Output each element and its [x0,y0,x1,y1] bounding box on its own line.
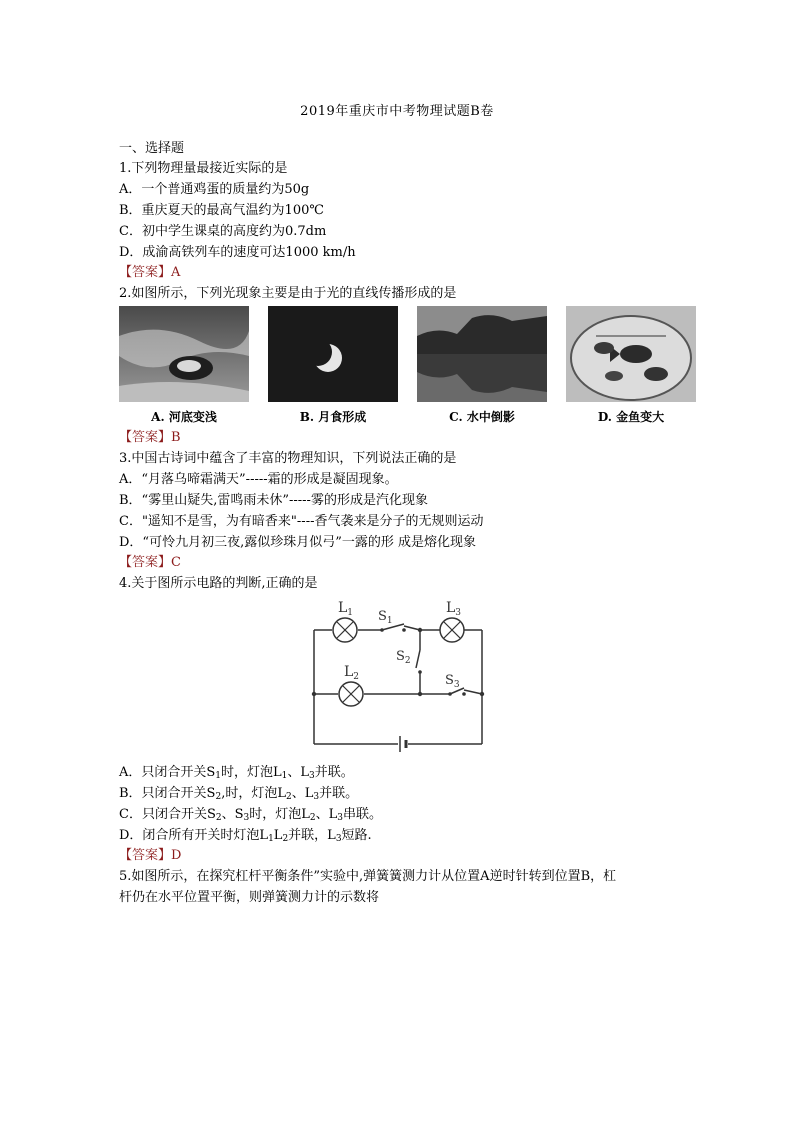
caption-d: D. 金鱼变大 [597,410,665,424]
q2-stem: 2.如图所示，下列光现象主要是由于光的直线传播形成的是 [119,286,457,301]
q3-option-d: D．“可怜九月初三夜,露似珍珠月似弓”一露的形 成是熔化现象 [119,535,476,550]
q4-option-a: A．只闭合开关$S_1$时，灯泡$L_1$、$L_3$并联。 [119,765,354,781]
photo-riverbed [119,306,249,402]
q1-option-d: D．成渝高铁列车的速度可达1000 km/h [119,245,356,260]
q4-option-b: B．只闭合开关$S_2$,时，灯泡$L_2$、$L_3$并联。 [119,786,359,802]
lamp-l3 [440,618,464,642]
lamp-l1 [333,618,357,642]
caption-a: A. 河底变浅 [151,410,217,424]
q4-answer: 【答案】D [119,848,182,863]
q4-option-c: C．只闭合开关$S_2$、$S_3$时，灯泡$L_2$、$L_3$串联。 [119,807,382,823]
q1-stem: 1.下列物理量最接近实际的是 [119,161,288,176]
photo-goldfish-bowl [566,306,696,402]
q2-answer: 【答案】B [119,430,181,445]
q4-option-d: D．闭合所有开关时灯泡$L_1L_2$并联，$L_3$短路. [119,828,372,844]
label-l1: $L_1$ [338,600,354,618]
q1-option-c: C．初中学生课桌的高度约为0.7dm [119,224,327,239]
switch-s1 [382,624,404,630]
label-l3: $L_3$ [446,600,462,618]
label-s3: $S_3$ [445,673,460,690]
label-s2: $S_2$ [396,649,411,666]
q3-stem: 3.中国古诗词中蕴含了丰富的物理知识，下列说法正确的是 [119,451,457,466]
lamp-l2 [339,682,363,706]
section-heading: 一、选择题 [119,141,185,156]
q3-option-c: C．"遥知不是雪，为有暗香来"----香气袭来是分子的无规则运动 [119,514,484,529]
photo-water-reflection [417,306,547,402]
page-title: 2019年重庆市中考物理试题B卷 [300,104,494,119]
q1-option-b: B．重庆夏天的最高气温约为100℃ [119,203,324,218]
q3-answer: 【答案】C [119,555,181,570]
q4-stem: 4.关于图所示电路的判断,正确的是 [119,576,318,591]
q5-line1: 5.如图所示，在探究杠杆平衡条件”实验中,弹簧簧测力计从位置A逆时针转到位置B，杠 [119,869,617,884]
caption-b: B. 月食形成 [299,410,367,424]
label-s1: $S_1$ [378,609,393,626]
label-l2: $L_2$ [344,664,360,682]
q1-answer: 【答案】A [119,265,181,280]
q3-option-a: A．“月落乌啼霜满天”-----霜的形成是凝固现象。 [119,472,398,487]
q1-option-a: A．一个普通鸡蛋的质量约为50g [119,182,310,197]
circuit-diagram [300,596,500,756]
q5-line2: 杆仍在水平位置平衡，则弹簧测力计的示数将 [119,890,380,905]
q3-option-b: B．“雾里山疑失,雷鸣雨未休”-----雾的形成是汽化现象 [119,493,428,508]
photo-lunar-eclipse [268,306,398,402]
caption-c: C. 水中倒影 [449,410,515,424]
